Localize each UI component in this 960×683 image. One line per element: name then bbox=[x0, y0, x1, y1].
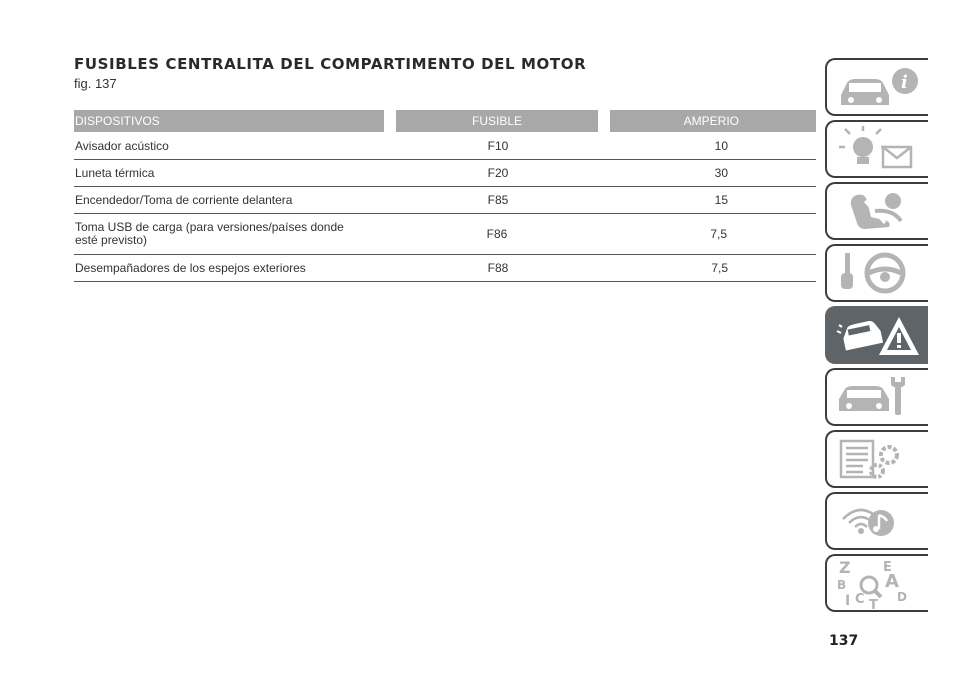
table-row bbox=[74, 214, 816, 255]
tab-index[interactable] bbox=[825, 554, 928, 612]
tab-specifications[interactable] bbox=[825, 430, 928, 488]
amps-cell: 7,5 bbox=[710, 227, 727, 241]
table-row bbox=[74, 133, 816, 160]
index-letter-b: B bbox=[837, 578, 847, 592]
amps-cell: 30 bbox=[714, 166, 728, 180]
tab-maintenance[interactable] bbox=[825, 368, 928, 426]
device-cell: Desempañadores de los espejos exteriores bbox=[75, 260, 306, 275]
fuse-cell: F20 bbox=[487, 166, 509, 180]
page-number: 137 bbox=[829, 633, 859, 649]
amps-cell: 15 bbox=[714, 193, 728, 207]
multimedia-icon bbox=[835, 497, 925, 547]
index-letter-i: I bbox=[845, 593, 851, 609]
tab-safety[interactable] bbox=[825, 182, 928, 240]
alphabetical-index-icon bbox=[835, 559, 925, 609]
figure-reference: fig. 137 bbox=[74, 76, 117, 91]
svg-text:i: i bbox=[901, 72, 908, 93]
table-row bbox=[74, 160, 816, 187]
seat-safety-icon bbox=[835, 187, 925, 237]
tab-car-info[interactable] bbox=[825, 58, 928, 116]
column-header-fuse: FUSIBLE bbox=[396, 110, 598, 132]
index-letter-t: T bbox=[869, 598, 878, 609]
column-header-amps: AMPERIO bbox=[610, 110, 816, 132]
index-letter-a: A bbox=[885, 571, 899, 592]
fuse-cell: F88 bbox=[487, 261, 509, 275]
page-title: FUSIBLES CENTRALITA DEL COMPARTIMENTO DEL MOTOR bbox=[74, 55, 587, 73]
table-header bbox=[74, 110, 816, 132]
device-cell: Toma USB de carga (para versiones/países donde esté previsto) bbox=[75, 220, 344, 247]
car-service-wrench-icon bbox=[835, 373, 925, 423]
index-letter-c: C bbox=[855, 592, 865, 607]
device-cell: Encendedor/Toma de corriente delantera bbox=[75, 192, 293, 207]
index-letter-e: E bbox=[883, 560, 892, 575]
car-warning-triangle-icon bbox=[835, 311, 925, 361]
tab-warning-lights[interactable] bbox=[825, 120, 928, 178]
device-cell: Luneta térmica bbox=[75, 165, 155, 180]
tab-multimedia[interactable] bbox=[825, 492, 928, 550]
fuse-table bbox=[74, 110, 816, 282]
tab-emergency[interactable] bbox=[825, 306, 928, 364]
table-row bbox=[74, 187, 816, 214]
device-cell: Avisador acústico bbox=[75, 138, 169, 153]
specifications-gear-icon bbox=[835, 435, 925, 485]
steering-wheel-icon bbox=[835, 249, 925, 299]
amps-cell: 7,5 bbox=[711, 261, 728, 275]
column-header-devices: DISPOSITIVOS bbox=[74, 110, 384, 132]
fuse-cell: F10 bbox=[487, 139, 509, 153]
amps-cell: 10 bbox=[714, 139, 728, 153]
tab-driving[interactable] bbox=[825, 244, 928, 302]
index-letter-z: Z bbox=[839, 559, 851, 577]
fuse-cell: F85 bbox=[487, 193, 509, 207]
car-info-icon bbox=[835, 63, 925, 113]
table-row bbox=[74, 255, 816, 282]
fuse-cell: F86 bbox=[486, 227, 508, 241]
warning-lights-icon bbox=[835, 125, 925, 175]
index-letter-d: D bbox=[897, 590, 907, 604]
